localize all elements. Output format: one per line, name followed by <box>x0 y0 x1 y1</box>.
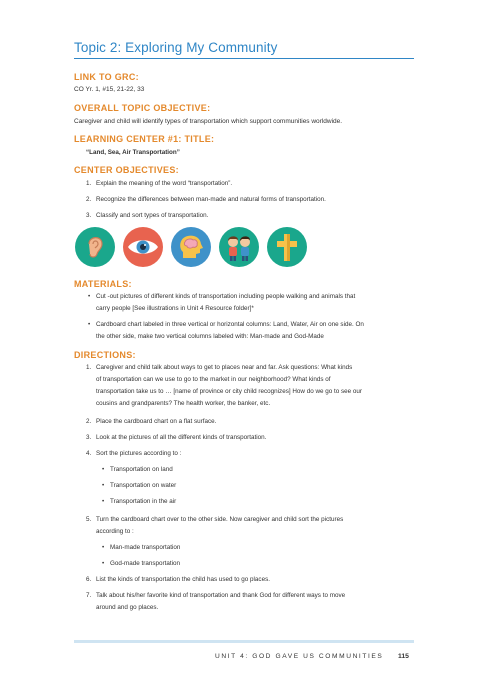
icon-row <box>75 227 307 267</box>
step-4: Sort the pictures according to : <box>96 450 182 457</box>
step-2: Place the cardboard chart on a flat surface. <box>96 418 217 425</box>
step-7-line-1: Talk about his/her favorite kind of transportation and thank God for different ways to move <box>96 592 346 599</box>
objective-item-1: Explain the meaning of the word “transportation”. <box>96 180 233 187</box>
list-item: 3. Classify and sort types of transportation. <box>86 212 209 219</box>
list-item: 1. Caregiver and child talk about ways to get to places near and far. Ask questions: What kinds <box>86 364 353 371</box>
grc-heading: LINK TO GRC: <box>74 72 139 82</box>
footer-unit-title: UNIT 4: GOD GAVE US COMMUNITIES <box>215 653 384 660</box>
list-item: 6. List the kinds of transportation the child has used to go places. <box>86 576 270 583</box>
step-5-bullet-2: God-made transportation <box>110 560 181 567</box>
list-item: • Transportation on land <box>102 466 173 473</box>
step-5-bullet-1: Man-made transportation <box>110 544 181 551</box>
cross-icon <box>267 227 307 267</box>
list-item: • Cardboard chart labeled in three vertical or horizontal columns: Land, Water, Air on one side. On <box>88 321 364 328</box>
grc-text: CO Yr. 1, #15, 21-22, 33 <box>74 86 145 93</box>
list-item: 5. Turn the cardboard chart over to the other side. Now caregiver and child sort the pictures <box>86 516 344 523</box>
list-item: 2. Place the cardboard chart on a flat surface. <box>86 418 217 425</box>
step-7-line-2: around and go places. <box>96 604 159 611</box>
materials-item-1-line-2: carry people [See illustrations in Unit 4 Resource folder]* <box>96 305 254 312</box>
title-rule <box>74 58 414 59</box>
directions-heading: DIRECTIONS: <box>74 350 136 360</box>
step-5-line-1: Turn the cardboard chart over to the other side. Now caregiver and child sort the pictures <box>96 516 344 523</box>
page-number: 115 <box>398 653 409 660</box>
objective-heading: OVERALL TOPIC OBJECTIVE: <box>74 103 211 113</box>
step-4-bullet-1: Transportation on land <box>110 466 173 473</box>
step-4-bullet-3: Transportation in the air <box>110 498 177 505</box>
objective-item-3: Classify and sort types of transportation. <box>96 212 209 219</box>
list-item: • Man-made transportation <box>102 544 181 551</box>
list-item: 4. Sort the pictures according to : <box>86 450 182 457</box>
list-item: 7. Talk about his/her favorite kind of transportation and thank God for different ways to move <box>86 592 346 599</box>
materials-heading: MATERIALS: <box>74 279 132 289</box>
step-3: Look at the pictures of all the different kinds of transportation. <box>96 434 267 441</box>
step-6: List the kinds of transportation the child has used to go places. <box>96 576 270 583</box>
step-1-line-3: transportation take us to … [name of province or city child recognizes] How do we go to see our <box>96 388 363 395</box>
footer-rule <box>74 640 414 643</box>
materials-item-2-line-1: Cardboard chart labeled in three vertical or horizontal columns: Land, Water, Air on one side. On <box>96 321 364 328</box>
step-1-line-1: Caregiver and child talk about ways to get to places near and far. Ask questions: What kinds <box>96 364 353 371</box>
ear-icon <box>75 227 115 267</box>
step-5-line-2: according to : <box>96 528 134 535</box>
eye-icon <box>123 227 163 267</box>
list-item: • God-made transportation <box>102 560 181 567</box>
objective-item-2: Recognize the differences between man-made and natural forms of transportation. <box>96 196 326 203</box>
list-item: 2. Recognize the differences between man-made and natural forms of transportation. <box>86 196 326 203</box>
objective-text: Caregiver and child will identify types of transportation which support communities worldwide. <box>74 118 343 125</box>
list-item: • Transportation on water <box>102 482 177 489</box>
materials-item-1-line-1: Cut -out pictures of different kinds of transportation including people walking and animals that <box>96 293 356 300</box>
list-item: 1. Explain the meaning of the word “transportation”. <box>86 180 233 187</box>
step-4-bullet-2: Transportation on water <box>110 482 177 489</box>
head-brain-icon <box>171 227 211 267</box>
center-title: “Land, Sea, Air Transportation” <box>86 149 180 156</box>
step-1-line-2: of transportation can we use to go to the market in our neighborhood? What kinds of <box>96 376 331 383</box>
list-item: • Transportation in the air <box>102 498 177 505</box>
center-heading: LEARNING CENTER #1: TITLE: <box>74 134 215 144</box>
center-objectives-heading: CENTER OBJECTIVES: <box>74 165 179 175</box>
list-item: • Cut -out pictures of different kinds of transportation including people walking and animals that <box>88 293 356 300</box>
materials-item-2-line-2: the other side, make two vertical columns labeled with: Man-made and God-Made <box>96 333 324 340</box>
two-children-icon <box>219 227 259 267</box>
page-title: Topic 2: Exploring My Community <box>74 40 278 55</box>
step-1-line-4: cousins and grandparents? The health worker, the banker, etc. <box>96 400 271 407</box>
list-item: 3. Look at the pictures of all the different kinds of transportation. <box>86 434 267 441</box>
